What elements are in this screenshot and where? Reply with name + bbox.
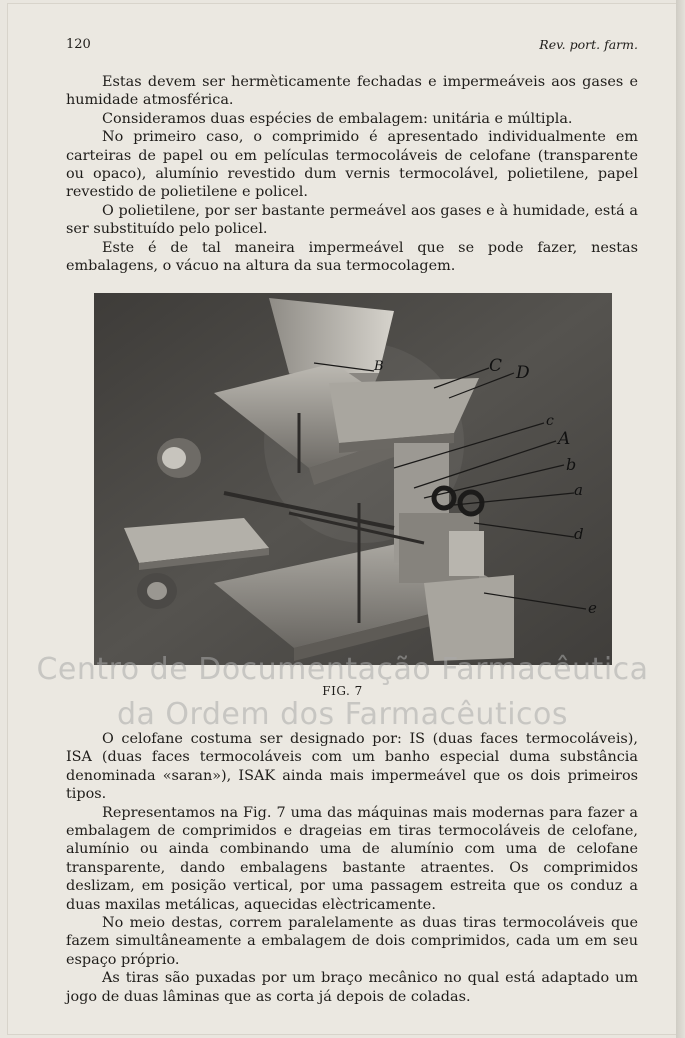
paragraph: No primeiro caso, o comprimido é apresentado individualmente em carteiras de papel ou em películas termocoláveis de celofane (transparente ou opaco), alumínio revestido dum vernis termocolável, polietilene, papel revestido de polietilene e policel. xyxy=(66,129,638,201)
paragraph: As tiras são puxadas por um braço mecânico no qual está adaptado um jogo de duas lâminas que as corta já depois de coladas. xyxy=(66,970,638,1005)
figure-label: b xyxy=(566,455,577,474)
figure-label: c xyxy=(546,413,554,429)
figure-label: B xyxy=(374,359,384,374)
paragraph: Representamos na Fig. 7 uma das máquinas mais modernas para fazer a embalagem de comprimidos e drageias em tiras termocoláveis de celofane, alumínio ou ainda combinando uma de alumínio com uma de celofane transparente, dando embalagens bastante atraentes. Os comprimidos deslizam, em posição vertical, por uma passagem estreita que os conduz a duas maxilas metálicas, aquecidas elèctricamente. xyxy=(66,804,638,913)
paragraph: O polietilene, por ser bastante permeável aos gases e à humidade, está a ser substituído pelo policel. xyxy=(66,202,638,238)
watermark-line-1: Centro de Documentação Farmacêutica xyxy=(36,652,649,687)
figure-label: A xyxy=(558,429,571,449)
body-text-bottom xyxy=(66,730,638,1006)
figure-label: d xyxy=(574,525,584,543)
journal-title: Rev. port. farm. xyxy=(539,37,638,52)
body-text-top xyxy=(66,73,638,275)
running-header xyxy=(66,37,638,57)
figure-label: C xyxy=(489,356,503,376)
figure-caption: FIG. 7 xyxy=(322,684,363,698)
paragraph: Consideramos duas espécies de embalagem: unitária e múltipla. xyxy=(102,110,573,127)
paragraph: Este é de tal maneira impermeável que se pode fazer, nestas embalagens, o vácuo na altura da sua termocolagem. xyxy=(66,239,638,275)
figure-label: e xyxy=(588,599,597,617)
machine-photograph xyxy=(94,293,612,665)
paragraph: O celofane costuma ser designado por: IS (duas faces termocoláveis), ISA (duas faces termocoláveis com um banho especial duma substância denominada «saran»), ISAK ainda mais impermeável que os dois primeiros tipos. xyxy=(66,731,638,803)
page-number: 120 xyxy=(66,37,91,52)
paragraph: No meio destas, correm paralelamente as duas tiras termocoláveis que fazem simultâneamente a embalagem de dois comprimidos, cada um em seu espaço próprio. xyxy=(66,915,638,968)
machine-illustration xyxy=(94,293,612,665)
figure-label: a xyxy=(574,481,583,499)
page-spine-edge xyxy=(676,0,685,1038)
paragraph: Estas devem ser hermèticamente fechadas e impermeáveis aos gases e humidade atmosférica. xyxy=(66,74,638,109)
watermark-line-2: da Ordem dos Farmacêuticos xyxy=(116,697,569,732)
figure-label: D xyxy=(516,363,530,383)
